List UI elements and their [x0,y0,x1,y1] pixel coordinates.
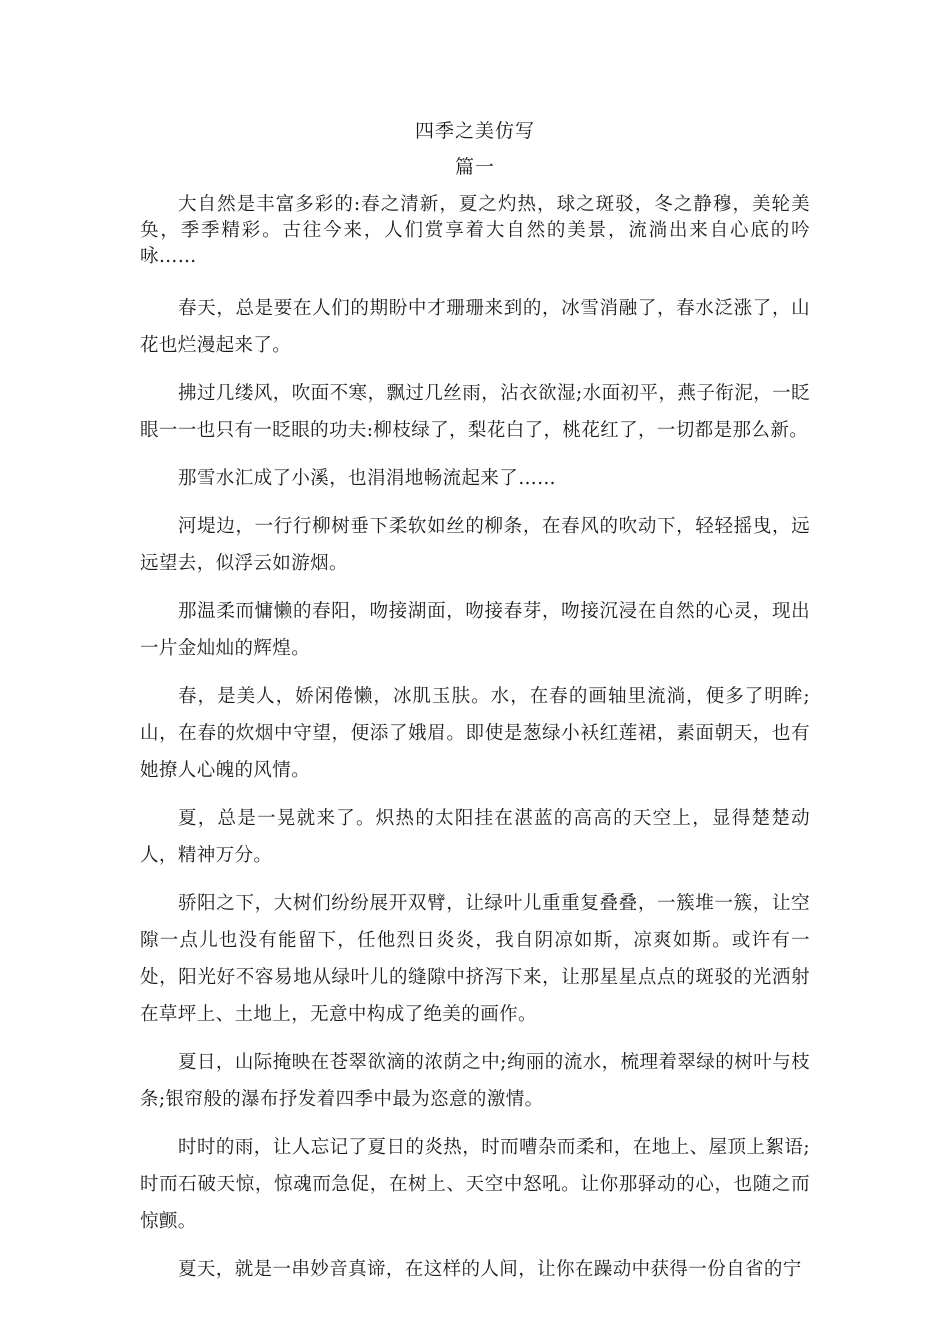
document-title: 四季之美仿写 [414,120,535,142]
paragraph: 夏日，山际掩映在苍翠欲滴的浓荫之中;绚丽的流水，梳理着翠绿的树叶与枝条;银帘般的瀑布抒发着四季中最为恣意的激情。 [140,1052,810,1110]
paragraph: 那温柔而慵懒的春阳，吻接湖面，吻接春芽，吻接沉浸在自然的心灵，现出一片金灿灿的辉煌。 [140,601,810,659]
paragraph: 春，是美人，娇闲倦懒，冰肌玉肤。水，在春的画轴里流淌，便多了明眸;山，在春的炊烟中守望，便添了娥眉。即使是葱绿小袄红莲裙，素面朝天，也有她撩人心魄的风情。 [140,686,810,781]
paragraph: 夏，总是一晃就来了。炽热的太阳挂在湛蓝的高高的天空上，显得楚楚动人，精神万分。 [140,808,810,866]
paragraph: 拂过几缕风，吹面不寒，飘过几丝雨，沾衣欲湿;水面初平，燕子衔泥，一眨眼一一也只有一眨眼的功夫:柳枝绿了，梨花白了，桃花红了，一切都是那么新。 [140,383,810,441]
paragraph: 春天，总是要在人们的期盼中才珊珊来到的，冰雪消融了，春水泛涨了，山花也烂漫起来了。 [140,298,810,356]
paragraph: 河堤边，一行行柳树垂下柔软如丝的柳条，在春风的吹动下，轻轻摇曳，远远望去，似浮云如游烟。 [140,516,810,574]
paragraph: 大自然是丰富多彩的:春之清新，夏之灼热，球之斑驳，冬之静穆，美轮美奂，季季精彩。古往今来，人们赏享着大自然的美景，流淌出来自心底的吟咏…… [140,194,810,267]
paragraph: 那雪水汇成了小溪，也涓涓地畅流起来了…… [178,468,557,489]
document-body [140,192,810,1299]
paragraph: 夏天，就是一串妙音真谛，在这样的人间，让你在躁动中获得一份自省的宁 [178,1259,802,1280]
paragraph: 时时的雨，让人忘记了夏日的炎热，时而嘈杂而柔和，在地上、屋顶上絮语;时而石破天惊，惊魂而急促，在树上、天空中怒吼。让你那驿动的心，也随之而惊颤。 [140,1137,810,1232]
document-subtitle: 篇一 [454,156,495,178]
paragraph: 骄阳之下，大树们纷纷展开双臂，让绿叶儿重重复叠叠，一簇堆一簇，让空隙一点儿也没有能留下，任他烈日炎炎，我自阴凉如斯，凉爽如斯。或许有一处，阳光好不容易地从绿叶儿的缝隙中挤泻下来，让那星星点点的斑驳的光洒射在草坪上、土地上，无意中构成了绝美的画作。 [140,893,810,1025]
